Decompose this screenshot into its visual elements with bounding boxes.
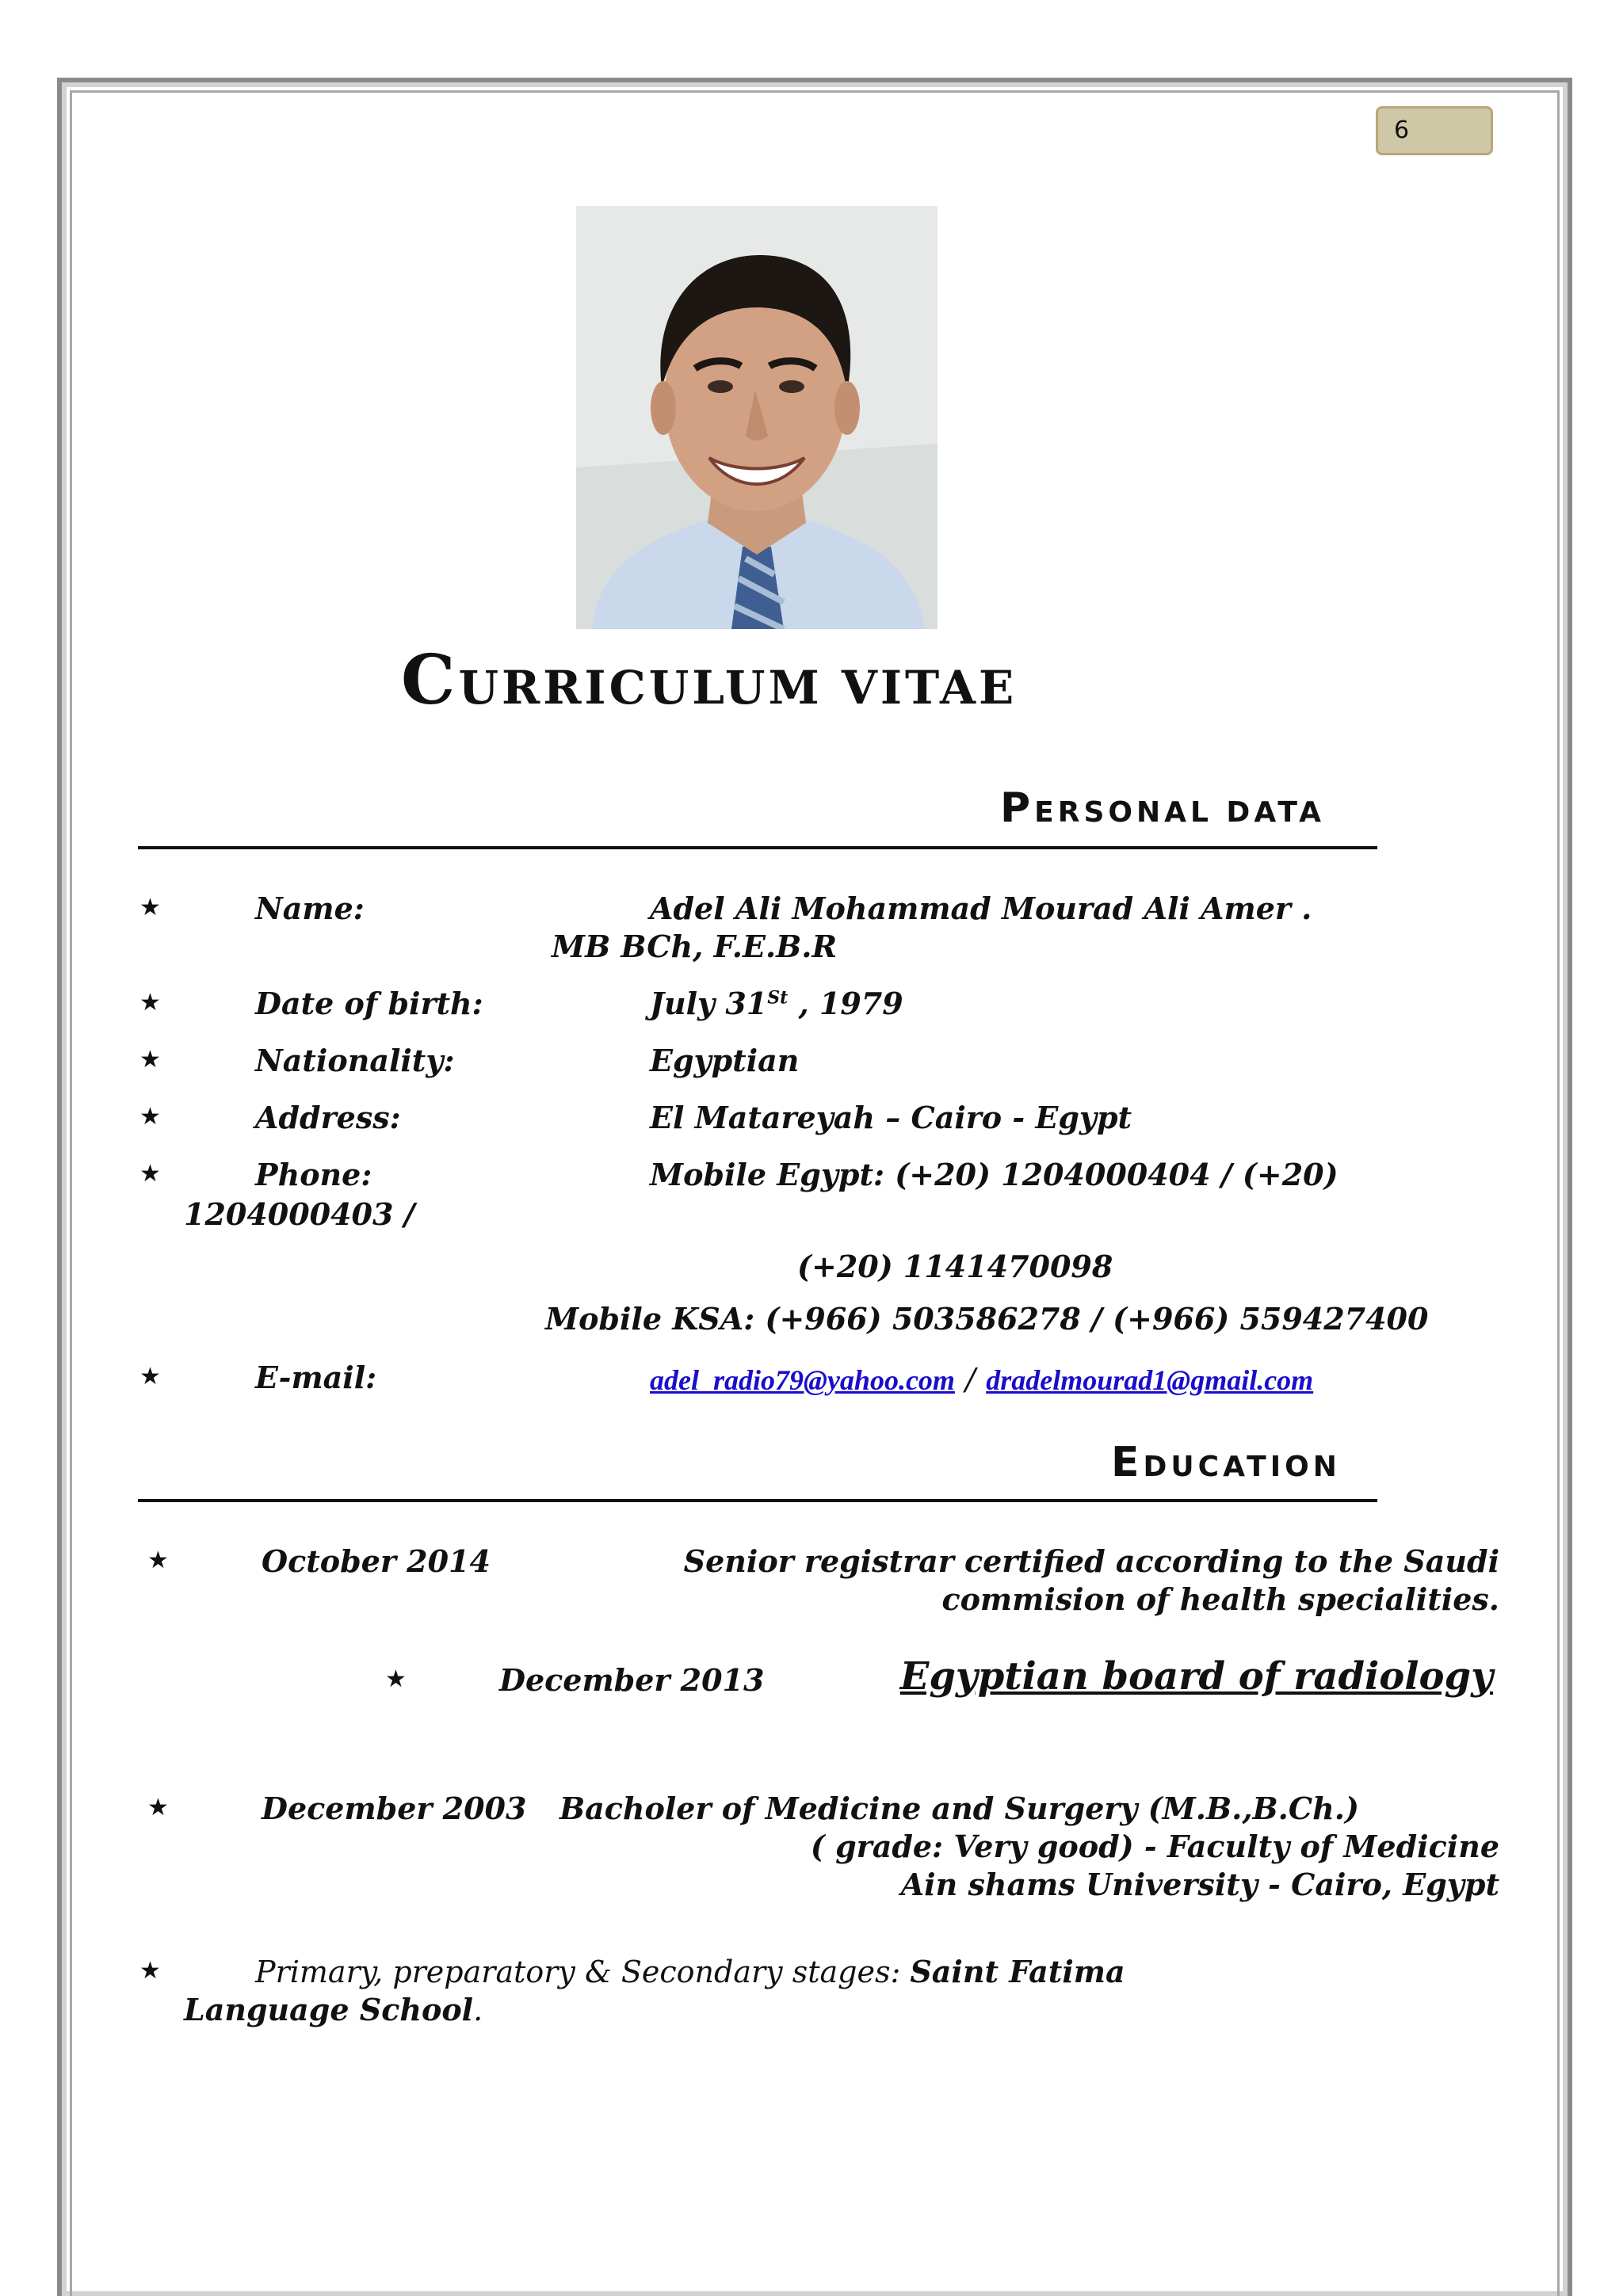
education-item-4-school: Saint Fatima [910,1954,1125,1989]
bullet-star: ★ [139,1103,161,1131]
phone-line-1: Mobile Egypt: (+20) 1204000404 / (+20) [650,1157,1338,1192]
profile-photo-drawing [576,206,938,629]
name-value: Adel Ali Mohammad Mourad Ali Amer . [650,891,1312,926]
phone-line-2: (+20) 1141470098 [797,1249,1113,1284]
dob-suffix: St [767,987,789,1009]
education-item-3-line-3: Ain shams University - Cairo, Egypt [900,1867,1499,1902]
address-value: El Matareyah – Cairo - Egypt [650,1100,1132,1135]
email-link-gmail[interactable]: dradelmourad1@gmail.com [986,1364,1314,1396]
nationality-value: Egyptian [650,1043,800,1078]
dob-label: Date of birth: [255,986,483,1021]
education-date-2: December 2013 [499,1662,765,1698]
bullet-star: ★ [139,894,161,921]
education-item-3-line-2: ( grade: Very good) - Faculty of Medicine [810,1829,1499,1864]
education-rule [138,1499,1377,1502]
name-degree: MB BCh, F.E.B.R [552,929,838,964]
education-item-4-period: . [473,1993,483,2027]
education-item-2-line-1: Egyptian board of radiology [899,1654,1493,1699]
dob-value [650,986,903,1021]
bullet-star: ★ [139,989,161,1016]
email-label: E-mail: [255,1360,377,1395]
email-separator: / [965,1362,976,1397]
education-date-3: December 2003 [262,1791,527,1826]
bullet-star: ★ [139,1160,161,1188]
bullet-star: ★ [139,1957,161,1985]
nationality-label: Nationality: [255,1043,455,1078]
email-link-yahoo[interactable]: adel_radio79@yahoo.com [650,1364,955,1396]
education-date-1: October 2014 [262,1543,491,1579]
bullet-star: ★ [139,1363,161,1390]
dob-year: , 1979 [788,986,903,1021]
cv-title: CURRICULUM VITAE [401,640,1018,720]
bullet-star: ★ [139,1046,161,1074]
phone-label: Phone: [255,1157,372,1192]
bullet-star: ★ [385,1665,407,1693]
education-item-3-line-1: Bacholer of Medicine and Surgery (M.B.,B.Ch.) [559,1791,1359,1826]
dob-month-day: July 31 [650,986,768,1021]
personal-data-rule [138,846,1377,849]
education-heading: EDUCATION [1111,1439,1341,1486]
address-label: Address: [255,1100,401,1135]
bullet-star: ★ [147,1794,169,1821]
page-number-badge: 6 [1376,106,1493,155]
education-item-4-prefix: Primary, preparatory & Secondary stages: [255,1955,911,1989]
education-item-1-line-2: commision of health specialities. [941,1581,1499,1617]
phone-line-1-wrap: 1204000403 / [184,1196,415,1232]
personal-data-heading: PERSONAL DATA [1000,784,1326,832]
education-item-1-line-1: Senior registrar certified according to the Saudi [683,1543,1499,1579]
education-item-4-line-2 [184,1992,483,2027]
email-row [650,1361,1313,1397]
education-item-4-line-1 [255,1954,1125,1989]
profile-photo [576,206,938,629]
education-item-4-school-cont: Language School [184,1992,474,2027]
phone-line-3: Mobile KSA: (+966) 503586278 / (+966) 559427400 [545,1301,1429,1337]
bullet-star: ★ [147,1547,169,1574]
name-label: Name: [255,891,365,926]
